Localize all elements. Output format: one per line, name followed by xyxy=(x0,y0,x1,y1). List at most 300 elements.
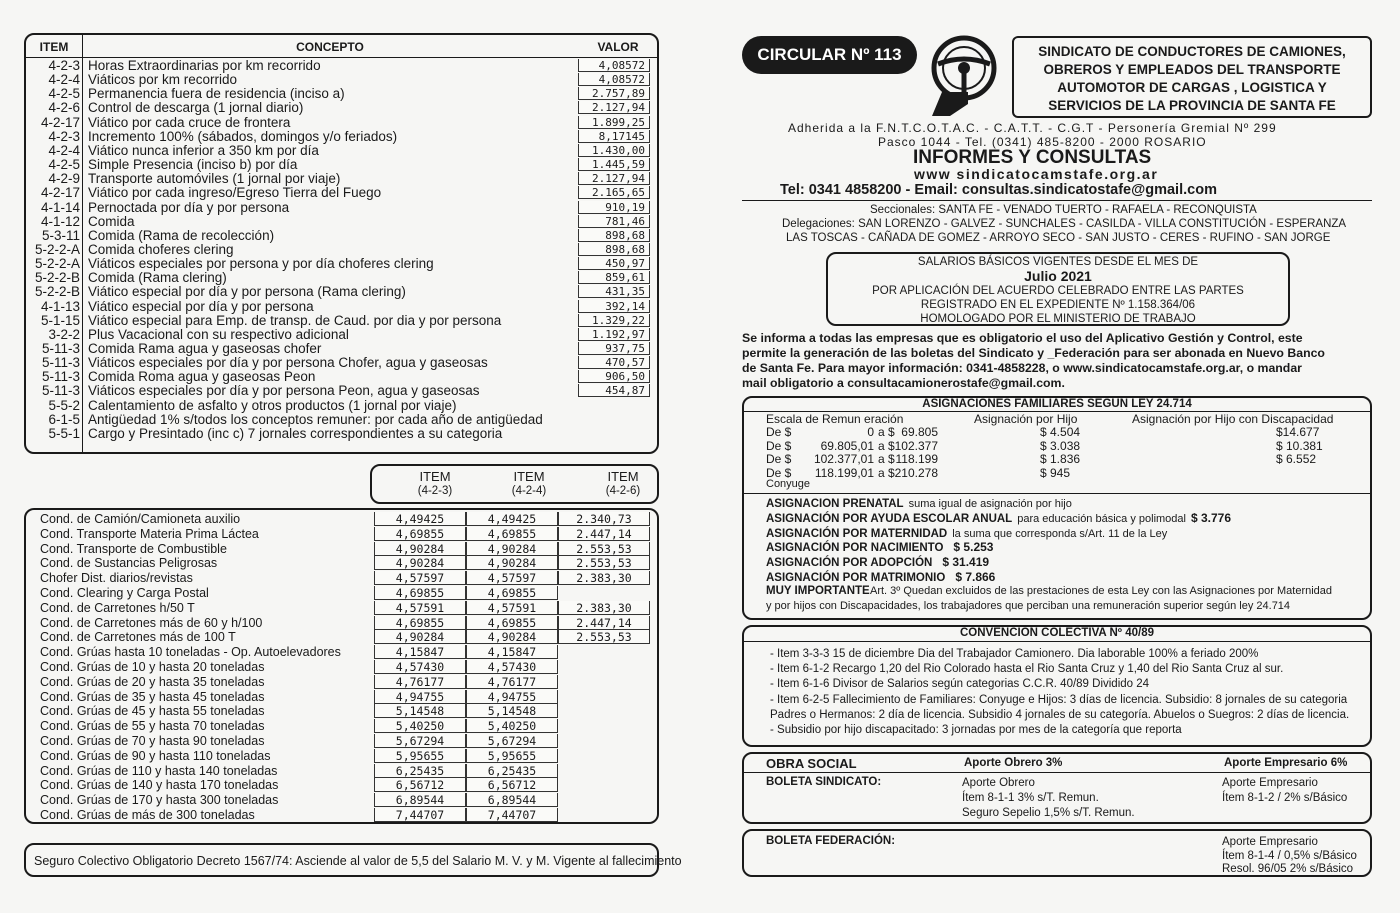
concepto-text: Viático por cada ingreso/Egreso Tierra del Fuego xyxy=(88,185,382,201)
aviso-line-4: mail obligatorio a consultacamionerostafe@gmail.com. xyxy=(742,376,1065,390)
table-row xyxy=(26,719,656,734)
aviso-line-2: permite la generación de las boletas del Sindicato y _Federación para ser abonada en Nuevo Banco xyxy=(742,346,1325,360)
item-code: 5-11-3 xyxy=(41,383,80,399)
table-row xyxy=(26,342,656,356)
item-4-2-4-cell: 6,56712 xyxy=(466,778,558,792)
adherida-text: Adherida a la F.N.T.C.O.T.A.C. - C.A.T.T. - C.G.T - Personería Gremial Nº 299 xyxy=(788,121,1277,135)
delegaciones-line-1: Delegaciones: SAN LORENZO - GALVEZ - SUNCHALES - CASILDA - VILLA CONSTITUCIÓN - ESPERANZA xyxy=(782,218,1347,230)
asignacion-label: ASIGNACIÓN POR MATERNIDAD xyxy=(766,527,948,540)
item-4-2-4-cell: 4,15847 xyxy=(466,645,558,659)
union-name-box xyxy=(1012,36,1372,118)
condition-name: Cond. Clearing y Carga Postal xyxy=(40,586,209,600)
valor-cell: 906,50 xyxy=(578,370,650,383)
concepto-text: Pernoctada por día y por persona xyxy=(88,199,290,215)
valor-cell: 781,46 xyxy=(578,215,650,228)
table1-header-item: ITEM xyxy=(39,40,69,54)
escala-a: a $ xyxy=(878,425,895,439)
asig-col-disc: Asignación por Hijo con Discapacidad xyxy=(1132,412,1334,426)
sind-obrero-3: Seguro Sepelio 1,5% s/T. Remun. xyxy=(962,807,1135,819)
aporte-obrero-header: Aporte Obrero 3% xyxy=(964,757,1063,769)
seguro-box xyxy=(24,843,682,877)
concepto-text: Horas Extraordinarias por km recorrido xyxy=(88,58,321,73)
table-row xyxy=(26,300,656,314)
valor-cell: 937,75 xyxy=(578,342,650,355)
item-4-2-3-cell: 4,94755 xyxy=(374,690,466,704)
concepto-text: Comida Rama agua y gaseosas chofer xyxy=(88,341,322,356)
table-row xyxy=(26,704,656,719)
table-row xyxy=(26,158,656,172)
sind-obrero-1: Aporte Obrero xyxy=(962,777,1035,789)
valor-cell: 1.899,25 xyxy=(578,116,650,129)
item-code: 5-1-15 xyxy=(40,312,80,328)
asignacion-text: suma igual de asignación por hijo xyxy=(908,498,1072,510)
item-code: 4-1-13 xyxy=(40,298,80,314)
item-4-2-4-cell: 5,14548 xyxy=(466,704,558,718)
item-4-2-6-cell: 2.553,53 xyxy=(558,556,650,570)
item-code: 4-2-17 xyxy=(40,185,80,201)
item-code: 4-2-4 xyxy=(48,72,80,88)
item-code: 5-2-2-B xyxy=(34,270,80,286)
valor-cell: 4,08572 xyxy=(578,73,650,86)
item-4-2-4-cell: 7,44707 xyxy=(466,808,558,822)
condition-name: Cond. Grúas hasta 10 toneladas - Op. Autoelevadores xyxy=(40,645,341,660)
item-col-header: ITEM xyxy=(607,469,639,484)
item-col-header: ITEM xyxy=(419,469,451,484)
table-row xyxy=(26,512,656,527)
asignacion-item xyxy=(766,540,993,554)
asignaciones-title: ASIGNACIONES FAMILIARES SEGUN LEY 24.714 xyxy=(922,398,1192,410)
concepto-text: Viático especial para Emp. de transp. de Caud. por dia y por persona xyxy=(88,312,502,328)
valor-cell: 910,19 xyxy=(578,201,650,214)
table-row xyxy=(26,116,656,130)
boleta-sindicato-label: BOLETA SINDICATO: xyxy=(766,776,882,788)
item-4-2-6-cell: 2.553,53 xyxy=(558,630,650,644)
condition-name: Cond. Grúas de 110 y hasta 140 toneladas xyxy=(40,763,278,778)
table-row xyxy=(26,413,656,427)
item-4-2-3-cell: 6,25435 xyxy=(374,764,466,778)
item-4-2-6-cell: 2.447,14 xyxy=(558,616,650,630)
valor-cell: 2.165,65 xyxy=(578,186,650,199)
valor-cell: 1.329,22 xyxy=(578,314,650,327)
item-4-2-3-cell: 4,69855 xyxy=(374,616,466,630)
table-row xyxy=(26,808,656,823)
item-4-2-3-cell: 4,76177 xyxy=(374,675,466,689)
union-line-3: AUTOMOTOR DE CARGAS , LOGISTICA Y xyxy=(1057,80,1327,95)
item-4-2-4-cell: 4,69855 xyxy=(466,616,558,630)
escala-de: De $ xyxy=(766,452,792,466)
table-row xyxy=(26,601,656,616)
informes-title: INFORMES Y CONSULTAS xyxy=(913,147,1152,168)
asignacion-item xyxy=(766,570,995,584)
condition-name: Cond. de Camión/Camioneta auxilio xyxy=(40,512,241,526)
convencion-line: - Item 3-3-3 15 de diciembre Dia del Trabajador Camionero. Dia laborable 100% a feriado 200% xyxy=(770,648,1259,660)
item-4-2-3-cell: 4,15847 xyxy=(374,645,466,659)
concepto-text: Viáticos especiales por persona y por día choferes clering xyxy=(88,256,434,272)
item-4-2-4-cell: 5,67294 xyxy=(466,734,558,748)
item-code: 3-2-2 xyxy=(48,326,80,342)
asignacion-value: $ 3.776 xyxy=(1190,510,1232,525)
table-row xyxy=(26,556,656,571)
table-row xyxy=(26,527,656,542)
item-col-header: ITEM xyxy=(513,469,545,484)
salarios-month: Julio 2021 xyxy=(1024,268,1092,284)
item-code: 5-11-3 xyxy=(41,369,80,385)
item-4-2-4-cell: 4,94755 xyxy=(466,690,558,704)
obra-social-box xyxy=(742,752,1372,824)
valor-cell: 431,35 xyxy=(578,285,650,298)
item-4-2-3-cell: 4,57430 xyxy=(374,660,466,674)
convencion-line: Padres o Hermanos: 2 día de licencia. Subsidio 4 jornales de su categoría. Abuelos o Suegros: 2 días de licencia. xyxy=(770,708,1350,721)
table-row xyxy=(26,764,656,779)
salarios-line-5: HOMOLOGADO POR EL MINISTERIO DE TRABAJO xyxy=(920,313,1196,325)
concepto-text: Calentamiento de asfalto y otros productos (1 jornal por viaje) xyxy=(88,397,457,413)
item-4-2-4-cell: 4,90284 xyxy=(466,630,558,644)
table-row xyxy=(26,630,656,645)
escala-de: De $ xyxy=(766,425,792,439)
asignacion-label: ASIGNACION PRENATAL xyxy=(766,498,904,510)
item-4-2-3-cell: 4,69855 xyxy=(374,586,466,600)
valor-cell: 470,57 xyxy=(578,356,650,369)
table-row xyxy=(26,793,656,808)
concepto-text: Transporte automóviles (1 jornal por viaje) xyxy=(88,171,341,187)
fed-empresario-1: Aporte Empresario xyxy=(1222,836,1318,848)
concepto-text: Viático por cada cruce de frontera xyxy=(88,114,291,130)
convencion-line: - Subsidio por hijo discapacitado: 3 jornadas por mes de la categoría que reporta xyxy=(770,724,1182,736)
condition-name: Cond. Grúas de 20 y hasta 35 toneladas xyxy=(40,674,265,689)
table-row xyxy=(26,675,656,690)
condition-name: Cond. Transporte Materia Prima Láctea xyxy=(40,526,259,541)
condition-name: Cond. Grúas de 55 y hasta 70 toneladas xyxy=(40,719,265,734)
condition-name: Cond. de Carretones más de 60 y h/100 xyxy=(40,615,263,630)
item-4-2-3-cell: 5,67294 xyxy=(374,734,466,748)
table-row xyxy=(26,616,656,631)
union-line-1: SINDICATO DE CONDUCTORES DE CAMIONES, xyxy=(1038,44,1346,59)
table-row xyxy=(26,660,656,675)
valor-cell: 2.127,94 xyxy=(578,101,650,114)
table-row xyxy=(26,215,656,229)
table-row xyxy=(26,399,656,413)
asignaciones-box xyxy=(742,396,1372,620)
escala-to: 69.805 xyxy=(901,425,938,439)
table-row xyxy=(26,186,656,200)
condition-name: Cond. Grúas de 90 y hasta 110 toneladas xyxy=(40,748,271,763)
asignacion-text: para educación básica y polimodal xyxy=(1017,512,1186,525)
escala-from: 118.199,01 xyxy=(814,465,874,480)
asig-col-escala: Escala de Remun eración xyxy=(766,412,904,426)
concepto-text: Permanencia fuera de residencia (inciso a) xyxy=(88,86,345,102)
item-col-sub: (4-2-6) xyxy=(605,485,641,497)
fed-empresario-3: Resol. 96/05 2% s/Básico xyxy=(1222,863,1354,875)
table-row xyxy=(26,778,656,793)
table-row xyxy=(26,73,656,87)
hijo-value: $ 945 xyxy=(1040,465,1071,480)
concepto-text: Antigüedad 1% s/todos los conceptos remuner: por cada año de antigüedad xyxy=(88,411,543,427)
valor-cell: 4,08572 xyxy=(578,59,650,72)
concepto-text: Plus Vacacional con su respectivo adicional xyxy=(88,326,349,342)
item-4-2-4-cell: 4,57591 xyxy=(466,601,558,615)
table-row xyxy=(26,130,656,144)
concepto-text: Viáticos especiales por día y por persona Peon, agua y gaseosas xyxy=(88,383,480,399)
asignacion-label: ASIGNACIÓN POR NACIMIENTO xyxy=(766,542,944,555)
item-4-2-4-cell: 4,69855 xyxy=(466,527,558,541)
item-4-2-6-cell: 2.340,73 xyxy=(558,512,650,526)
item-4-2-3-cell: 6,89544 xyxy=(374,793,466,807)
valor-cell: 450,97 xyxy=(578,257,650,270)
valor-cell: 898,68 xyxy=(578,243,650,256)
item-4-2-3-cell: 4,57591 xyxy=(374,601,466,615)
item-code: 4-2-3 xyxy=(48,58,80,73)
item-4-2-4-cell: 4,49425 xyxy=(466,512,558,526)
table-row xyxy=(26,586,656,601)
disc-value: $ 10.381 xyxy=(1276,438,1323,453)
asignacion-label: ASIGNACIÓN POR MATRIMONIO xyxy=(766,572,946,584)
table-row xyxy=(26,370,656,384)
item-col-sub: (4-2-3) xyxy=(417,485,453,497)
concepto-text: Viáticos especiales por día y por persona Chofer, agua y gaseosas xyxy=(88,355,488,371)
concepto-text: Incremento 100% (sábados, domingos y/o feriados) xyxy=(88,128,398,144)
escala-a: a $ xyxy=(878,465,895,480)
item-col-sub: (4-2-4) xyxy=(511,485,547,497)
concepto-text: Comida Roma agua y gaseosas Peon xyxy=(88,369,316,385)
item-code: 4-1-12 xyxy=(40,213,80,229)
item-code: 4-2-9 xyxy=(48,171,80,187)
item-code: 5-2-2-A xyxy=(34,256,80,272)
item-code: 5-5-1 xyxy=(48,425,80,441)
concepto-text: Control de descarga (1 jornal diario) xyxy=(88,100,304,116)
item-4-2-4-cell: 5,95655 xyxy=(466,749,558,763)
table-row xyxy=(26,271,656,285)
table-row xyxy=(26,427,656,441)
salarios-box xyxy=(826,252,1290,326)
item-4-2-6-cell: 2.447,14 xyxy=(558,527,650,541)
item-code: 4-2-4 xyxy=(48,142,80,158)
website-text: www sindicatocamstafe.org.ar xyxy=(914,166,1159,182)
importante-label: MUY IMPORTANTE xyxy=(766,585,870,597)
steering-wheel-logo-icon xyxy=(928,34,1002,116)
table2-box xyxy=(24,508,659,824)
table1-header-concepto: CONCEPTO xyxy=(296,40,364,54)
item-code: 5-3-11 xyxy=(41,227,80,243)
table-row xyxy=(26,87,656,101)
delegaciones-line-2: LAS TOSCAS - CAÑADA DE GOMEZ - ARROYO SECO - SAN JUSTO - CERES - RUFINO - SAN JORGE xyxy=(786,232,1331,244)
union-line-2: OBREROS Y EMPLEADOS DEL TRANSPORTE xyxy=(1043,62,1341,77)
seguro-text: Seguro Colectivo Obligatorio Decreto 1567/74: Asciende al valor de 5,5 del Salario M. V. y M. Vigente al fallecimiento xyxy=(34,854,682,868)
condition-name: Cond. de Carretones más de 100 T xyxy=(40,630,236,645)
table-row xyxy=(26,356,656,370)
item-4-2-3-cell: 4,90284 xyxy=(374,556,466,570)
table-row xyxy=(26,229,656,243)
concepto-text: Comida xyxy=(88,213,135,229)
sind-empresario-1: Aporte Empresario xyxy=(1222,777,1318,789)
salarios-line-4: REGISTRADO EN EL EXPEDIENTE Nº 1.158.364/06 xyxy=(920,299,1196,311)
importante-text-1: Art. 3º Quedan excluidos de las prestaciones de esta Ley con las Asignaciones por Maternidad xyxy=(870,585,1333,597)
escala-to: 210.278 xyxy=(894,465,938,480)
condition-name: Cond. Transporte de Combustible xyxy=(40,541,227,556)
item-4-2-4-cell: 4,90284 xyxy=(466,542,558,556)
table-row xyxy=(26,314,656,328)
valor-cell: 392,14 xyxy=(578,300,650,313)
item-4-2-4-cell: 5,40250 xyxy=(466,719,558,733)
table-row xyxy=(26,734,656,749)
concepto-text: Comida (Rama clering) xyxy=(88,270,227,286)
table-row xyxy=(26,285,656,299)
disc-value: $ 6.552 xyxy=(1276,452,1317,466)
escala-a: a $ xyxy=(878,438,895,453)
concepto-text: Cargo y Presintado (inc c) 7 jornales correspondientes a su categoria xyxy=(88,425,503,441)
union-line-4: SERVICIOS DE LA PROVINCIA DE SANTA FE xyxy=(1048,98,1336,113)
table1-body xyxy=(26,59,657,449)
item-4-2-4-cell: 4,69855 xyxy=(466,586,558,600)
convencion-line: - Item 6-1-2 Recargo 1,20 del Rio Colorado hasta el Rio Santa Cruz y 1,40 del Rio Santa Cruz al sur. xyxy=(770,663,1284,676)
item-4-2-6-cell: 2.383,30 xyxy=(558,571,650,585)
table-row xyxy=(26,243,656,257)
asignacion-item xyxy=(766,496,1072,510)
condition-name: Cond. Grúas de más de 300 toneladas xyxy=(40,808,255,822)
obra-social-title: OBRA SOCIAL xyxy=(766,756,857,771)
circular-badge xyxy=(742,36,917,74)
asignacion-label: ASIGNACIÓN POR AYUDA ESCOLAR ANUAL xyxy=(766,512,1013,525)
condition-name: Cond. Grúas de 70 y hasta 90 toneladas xyxy=(40,734,265,748)
aviso-line-3: de Santa Fe. Para mayor información: 0341-4858228, o www.sindicatocamstafe.org.ar, o mandar xyxy=(742,361,1302,375)
address-text: Pasco 1044 - Tel. (0341) 485-8200 - 2000 ROSARIO xyxy=(878,135,1207,149)
condition-name: Cond. Grúas de 10 y hasta 20 toneladas xyxy=(40,660,265,674)
asignacion-item xyxy=(766,511,1231,525)
table-row xyxy=(26,749,656,764)
table-row xyxy=(26,257,656,271)
item-4-2-3-cell: 4,90284 xyxy=(374,542,466,556)
table1-header-valor: VALOR xyxy=(597,40,639,54)
asig-conyuge: Conyuge xyxy=(766,478,811,490)
table1-box xyxy=(24,33,659,454)
item-4-2-3-cell: 4,69855 xyxy=(374,527,466,541)
asignacion-item xyxy=(766,555,989,569)
item-code: 5-2-2-A xyxy=(34,241,80,257)
valor-cell: 454,87 xyxy=(578,384,650,397)
condition-name: Cond. Grúas de 170 y hasta 300 toneladas xyxy=(40,793,279,808)
valor-cell: 1.430,00 xyxy=(578,144,650,157)
escala-from: 102.377,01 xyxy=(813,452,874,466)
escala-to: 102.377 xyxy=(894,438,938,453)
disc-value: $14.677 xyxy=(1276,425,1320,439)
concepto-text: Viático nunca inferior a 350 km por día xyxy=(88,142,319,158)
aviso-line-1: Se informa a todas las empresas que es obligatorio el uso del Aplicativo Gestión y Control, este xyxy=(742,331,1303,345)
table-row xyxy=(26,101,656,115)
table-row xyxy=(26,172,656,186)
valor-cell: 8,17145 xyxy=(578,130,650,143)
condition-name: Cond. de Sustancias Peligrosas xyxy=(40,556,218,571)
fed-empresario-2: Ítem 8-1-4 / 0,5% s/Básico xyxy=(1222,850,1357,862)
asignacion-value: $ 31.419 xyxy=(942,555,990,570)
escala-from: 0 xyxy=(867,425,874,439)
item-code: 4-2-5 xyxy=(48,86,80,102)
valor-cell: 2.127,94 xyxy=(578,172,650,185)
escala-a: a $ xyxy=(878,452,895,466)
escala-de: De $ xyxy=(766,438,792,453)
item-4-2-3-cell: 7,44707 xyxy=(374,808,466,822)
boleta-federacion-label: BOLETA FEDERACIÓN: xyxy=(766,835,896,847)
item-4-2-4-cell: 6,25435 xyxy=(466,764,558,778)
contact-text: Tel: 0341 4858200 - Email: consultas.sindicatostafe@gmail.com xyxy=(780,182,1217,198)
concepto-text: Simple Presencia (inciso b) por día xyxy=(88,157,298,173)
item-4-2-6-cell: 2.553,53 xyxy=(558,542,650,556)
condition-name: Cond. Grúas de 45 y hasta 55 toneladas xyxy=(40,704,265,719)
table2-body xyxy=(26,512,657,822)
hijo-value: $ 3.038 xyxy=(1040,438,1081,453)
condition-name: Chofer Dist. diarios/revistas xyxy=(40,571,193,586)
condition-name: Cond. Grúas de 35 y hasta 45 toneladas xyxy=(40,689,265,704)
item-4-2-3-cell: 4,49425 xyxy=(374,512,466,526)
escala-to: 118.199 xyxy=(895,452,938,466)
item-code: 4-2-6 xyxy=(48,100,80,116)
item-4-2-3-cell: 5,40250 xyxy=(374,719,466,733)
item-code: 6-1-5 xyxy=(48,411,80,427)
asignacion-value: $ 5.253 xyxy=(953,540,994,555)
convencion-line: - Item 6-1-6 Divisor de Salarios según categorias C.C.R. 40/89 Dividido 24 xyxy=(770,678,1150,691)
circular-label: CIRCULAR Nº 113 xyxy=(757,45,902,64)
item-4-2-3-cell: 6,56712 xyxy=(374,778,466,792)
item-4-2-3-cell: 5,14548 xyxy=(374,704,466,718)
valor-cell: 1.192,97 xyxy=(578,328,650,341)
boleta-federacion-box xyxy=(742,829,1372,877)
valor-cell: 1.445,59 xyxy=(578,158,650,171)
item-code: 4-2-3 xyxy=(48,128,80,144)
item-4-2-6-cell: 2.383,30 xyxy=(558,601,650,615)
asignacion-item xyxy=(766,526,1167,540)
table-row xyxy=(26,201,656,215)
importante-text-2: y por hijos con Discapacidades, los trabajadores que perciban una remuneración superior según ley 24.714 xyxy=(766,600,1291,612)
item-4-2-4-cell: 4,90284 xyxy=(466,556,558,570)
escala-de: De $ xyxy=(766,465,792,480)
table-row xyxy=(26,571,656,586)
item-code: 4-2-17 xyxy=(40,114,80,130)
condition-name: Cond. Grúas de 140 y hasta 170 toneladas xyxy=(40,778,279,793)
item-code: 5-5-2 xyxy=(48,397,80,413)
item-code: 5-11-3 xyxy=(41,341,80,356)
table-row xyxy=(26,645,656,660)
sind-empresario-2: Ítem 8-1-2 / 2% s/Básico xyxy=(1222,792,1348,804)
table-row xyxy=(26,328,656,342)
hijo-value: $ 1.836 xyxy=(1040,452,1081,466)
convencion-title: CONVENCIÓN COLECTIVA Nº 40/89 xyxy=(960,627,1154,639)
table2-header-box xyxy=(370,464,659,504)
concepto-text: Comida choferes clering xyxy=(88,241,234,257)
asignacion-text: la suma que corresponda s/Art. 11 de la Ley xyxy=(952,527,1168,540)
item-4-2-3-cell: 5,95655 xyxy=(374,749,466,763)
item-4-2-4-cell: 4,57430 xyxy=(466,660,558,674)
hijo-value: $ 4.504 xyxy=(1040,425,1081,439)
item-4-2-4-cell: 4,76177 xyxy=(466,675,558,689)
salarios-line-3: POR APLICACIÓN DEL ACUERDO CELEBRADO ENTRE LAS PARTES xyxy=(872,285,1244,297)
asignacion-value: $ 7.866 xyxy=(955,570,996,584)
table-row xyxy=(26,144,656,158)
item-code: 5-11-3 xyxy=(41,355,80,371)
item-code: 5-2-2-B xyxy=(34,284,80,300)
escala-from: 69.805,01 xyxy=(820,438,874,453)
salarios-line-1: SALARIOS BÁSICOS VIGENTES DESDE EL MES DE xyxy=(917,256,1199,268)
concepto-text: Viático especial por día y por persona xyxy=(88,298,314,314)
valor-cell: 859,61 xyxy=(578,271,650,284)
table-row xyxy=(26,690,656,705)
table-row xyxy=(26,384,656,398)
asignacion-label: ASIGNACIÓN POR ADOPCIÓN xyxy=(766,557,933,570)
concepto-text: Comida (Rama de recolección) xyxy=(88,227,275,243)
concepto-text: Viático especial por día y por persona (Rama clering) xyxy=(88,284,406,300)
condition-name: Cond. de Carretones h/50 T xyxy=(40,600,195,615)
table-row xyxy=(26,59,656,73)
table-row xyxy=(26,542,656,557)
item-code: 4-1-14 xyxy=(40,199,80,215)
item-code: 4-2-5 xyxy=(48,157,80,173)
